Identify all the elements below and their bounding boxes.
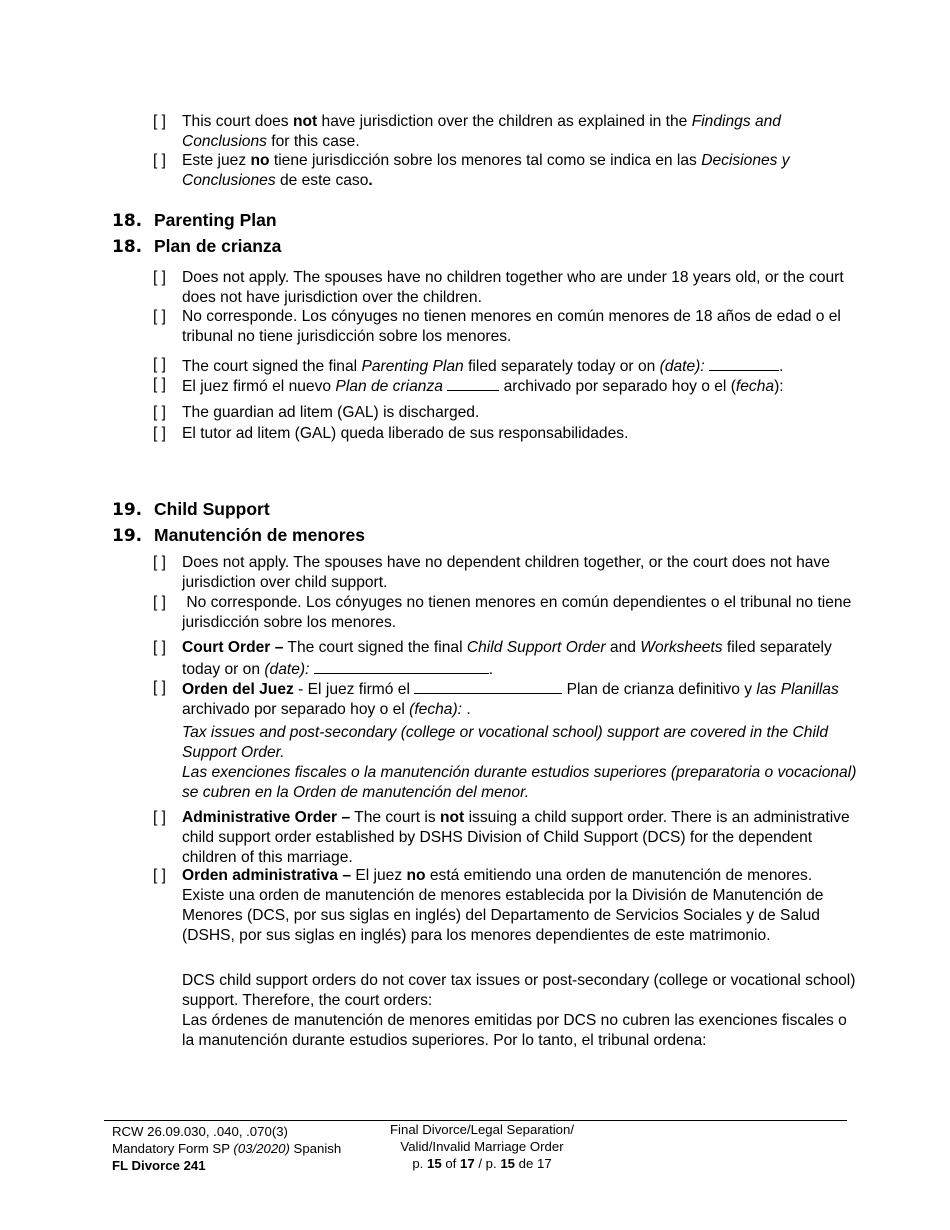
parenting-signed-en: [ ] The court signed the final Parenting Plan filed separately today or on (date): . bbox=[153, 356, 784, 375]
order-blank[interactable] bbox=[414, 678, 562, 694]
plan-blank[interactable] bbox=[447, 375, 499, 391]
checkbox[interactable]: [ ] bbox=[153, 404, 166, 421]
checkbox[interactable]: [ ] bbox=[153, 594, 166, 611]
date-blank[interactable] bbox=[314, 658, 489, 674]
checkbox[interactable]: [ ] bbox=[153, 113, 166, 130]
dcs-note-en: DCS child support orders do not cover tax issues or post-secondary (college or vocational school) support. Therefore, the court orders: bbox=[182, 972, 856, 1009]
court-order-en: [ ] Court Order – The court signed the final Child Support Order and Worksheets filed separately today or on (date): . bbox=[153, 639, 832, 678]
form-id: FL Divorce 241 bbox=[112, 1158, 206, 1173]
support-na-en: [ ] Does not apply. The spouses have no dependent children together, or the court does not have jurisdiction over child support. bbox=[153, 554, 830, 591]
section-18-heading-es: 18. Plan de crianza bbox=[112, 236, 282, 257]
rcw-citation: RCW 26.09.030, .040, .070(3) bbox=[112, 1124, 288, 1139]
gal-discharged-en: [ ] The guardian ad litem (GAL) is discharged. bbox=[153, 404, 480, 421]
page-number: p. 15 of 17 / p. 15 de 17 bbox=[412, 1156, 552, 1171]
checkbox[interactable]: [ ] bbox=[153, 639, 166, 656]
no-jurisdiction-en: [ ] This court does not have jurisdiction over the children as explained in the Findings and Conclusions for this case. bbox=[153, 113, 781, 150]
checkbox[interactable]: [ ] bbox=[153, 554, 166, 571]
checkbox[interactable]: [ ] bbox=[153, 425, 166, 442]
tax-note-en: Tax issues and post-secondary (college or vocational school) support are covered in the Child Support Order. bbox=[182, 724, 829, 761]
dcs-note-es: Las órdenes de manutención de menores emitidas por DCS no cubren las exenciones fiscales o la manutención durante estudios superiores. Por lo tanto, el tribunal ordena: bbox=[182, 1012, 847, 1049]
court-order-es: [ ] Orden del Juez - El juez firmó el Plan de crianza definitivo y las Planillas archivado por separado hoy o el (fecha): . bbox=[153, 679, 839, 718]
parenting-na-en: [ ] Does not apply. The spouses have no children together who are under 18 years old, or the court does not have jurisdiction over the children. bbox=[153, 269, 844, 306]
gal-discharged-es: [ ] El tutor ad litem (GAL) queda liberado de sus responsabilidades. bbox=[153, 425, 629, 442]
tax-note bbox=[182, 723, 862, 803]
tax-note-es: Las exenciones fiscales o la manutención durante estudios superiores (preparatoria o vocacional) se cubren en la Orden de manutención del menor. bbox=[182, 764, 857, 801]
date-blank[interactable] bbox=[709, 355, 779, 371]
parenting-na-es: [ ] No corresponde. Los cónyuges no tienen menores en común menores de 18 años de edad o el tribunal no tiene jurisdicción sobre los menores. bbox=[153, 308, 841, 345]
parenting-signed-es: [ ] El juez firmó el nuevo Plan de crianza archivado por separado hoy o el (fecha): bbox=[153, 376, 784, 395]
checkbox[interactable]: [ ] bbox=[153, 679, 166, 696]
checkbox[interactable]: [ ] bbox=[153, 809, 166, 826]
checkbox[interactable]: [ ] bbox=[153, 867, 166, 884]
footer-center bbox=[367, 1121, 597, 1172]
checkbox[interactable]: [ ] bbox=[153, 376, 166, 393]
checkbox[interactable]: [ ] bbox=[153, 152, 166, 169]
checkbox[interactable]: [ ] bbox=[153, 269, 166, 286]
no-jurisdiction-es: [ ] Este juez no tiene jurisdicción sobre los menores tal como se indica en las Decisiones y Conclusiones de este caso. bbox=[153, 152, 790, 189]
form-title-line2: Valid/Invalid Marriage Order bbox=[400, 1139, 564, 1154]
form-title-line1: Final Divorce/Legal Separation/ bbox=[390, 1122, 574, 1137]
dcs-note bbox=[182, 971, 862, 1051]
section-18-heading-en: 18. Parenting Plan bbox=[112, 210, 277, 231]
checkbox[interactable]: [ ] bbox=[153, 308, 166, 325]
admin-order-en: [ ] Administrative Order – The court is not issuing a child support order. There is an administrative child support order established by DSHS Division of Child Support (DCS) for the dependent children of this marriage. bbox=[153, 809, 850, 866]
support-na-es: [ ] No corresponde. Los cónyuges no tienen menores en común dependientes o el tribunal no tiene jurisdicción sobre los menores. bbox=[153, 594, 856, 631]
section-19-heading-en: 19. Child Support bbox=[112, 499, 270, 520]
mandatory-form: Mandatory Form SP (03/2020) Spanish bbox=[112, 1141, 342, 1156]
footer-left bbox=[112, 1123, 341, 1174]
admin-order-es: [ ] Orden administrativa – El juez no está emitiendo una orden de manutención de menores. Existe una orden de manutención de menores establecida por la División de Manutención de Menores (DCS, por sus siglas en inglés) del Departamento de Servicios Sociales y de Salud (DSHS, por sus siglas en inglés) para los menores dependientes de este matrimonio. bbox=[153, 867, 824, 944]
section-19-heading-es: 19. Manutención de menores bbox=[112, 525, 366, 546]
checkbox[interactable]: [ ] bbox=[153, 356, 166, 373]
